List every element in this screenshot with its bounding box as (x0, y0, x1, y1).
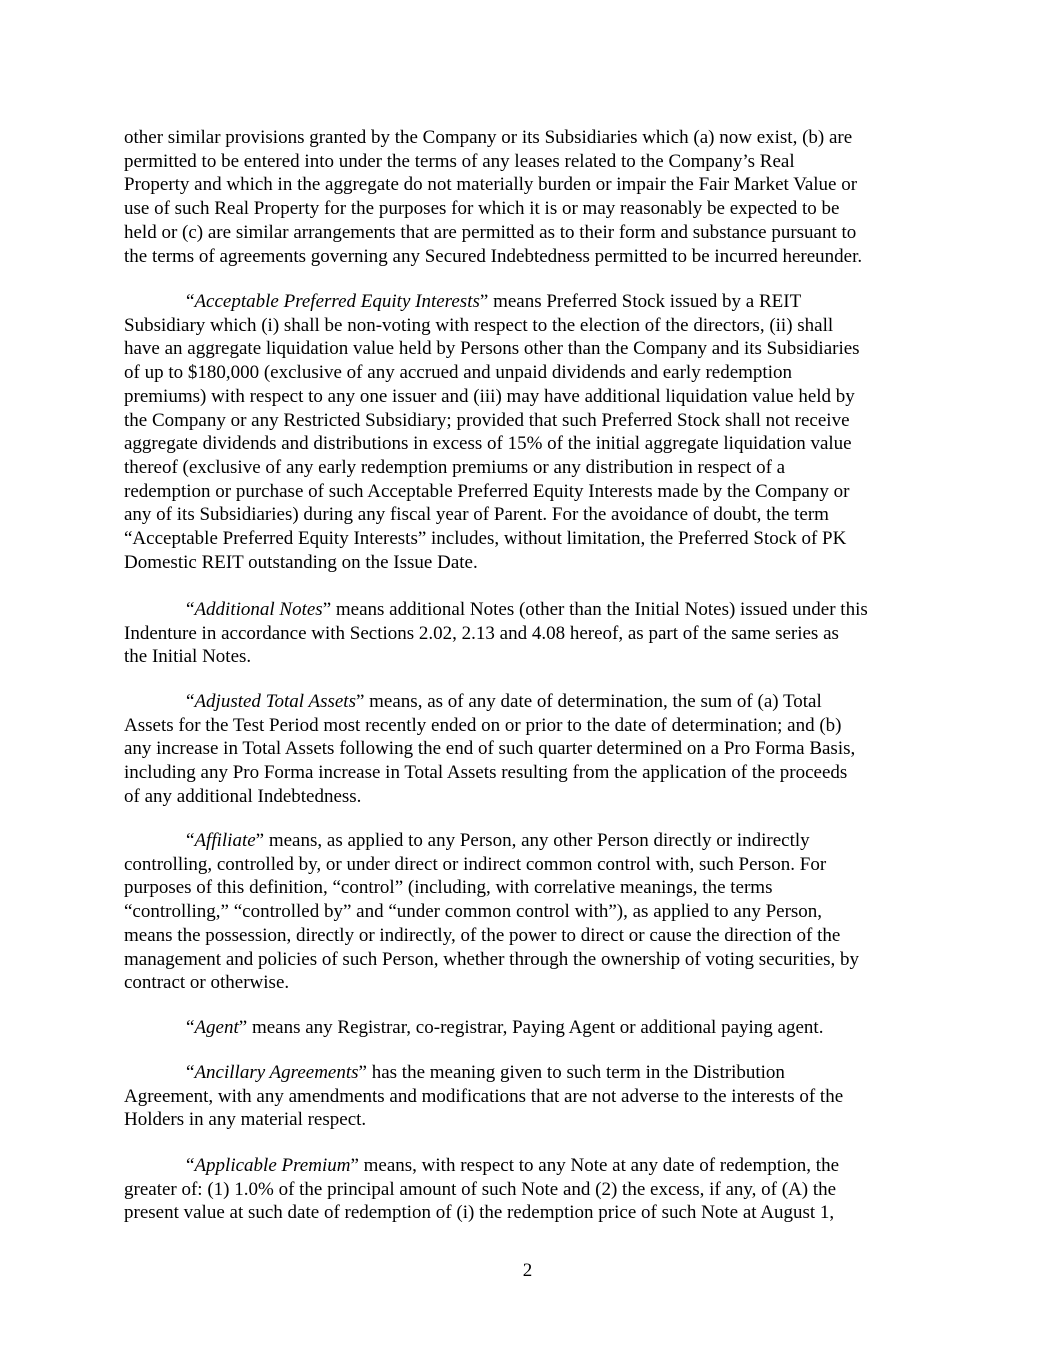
open-quote: “ (186, 291, 195, 312)
definition-additional-notes (124, 598, 930, 669)
definition-paragraph (124, 1016, 930, 1040)
definition-paragraph (124, 598, 930, 669)
definition-body: means, as applied to any Person, any other Person directly or indirectly controlling, controlled by, or under direct or indirect common control with, such Person. For purposes of this definition, “control” (including, with correlative meanings, the terms “controlling,” “controlled by” and “under common control with”), as applied to any Person, means the possession, directly or indirectly, of the power to direct or cause the direction of the management and policies of such Person, whether through the ownership of voting securities, by contract or otherwise. (124, 830, 860, 994)
definition-paragraph (124, 1154, 930, 1225)
definition-adjusted-total-assets (124, 690, 930, 809)
definition-body: means Preferred Stock issued by a REIT Subsidiary which (i) shall be non-voting with respect to the election of the directors, (ii) shall have an aggregate liquidation value held by Persons other than the Company and its Subsidiaries of up to $180,000 (exclusive of any accrued and unpaid dividends and early redemption premiums) with respect to any one issuer and (iii) may have additional liquidation value held by the Company or any Restricted Subsidiary; provided that such Preferred Stock shall not receive aggregate dividends and distributions in excess of 15% of the initial aggregate liquidation value thereof (exclusive of any early redemption premiums or any distribution in respect of a redemption or purchase of such Acceptable Preferred Equity Interests made by the Company or any of its Subsidiaries) during any fiscal year of Parent. For the avoidance of doubt, the term “Acceptable Preferred Equity Interests” includes, without limitation, the Preferred Stock of PK Domestic REIT outstanding on the Issue Date. (124, 291, 860, 573)
close-quote: ” (479, 291, 489, 312)
close-quote: ” (255, 830, 265, 851)
open-quote: “ (186, 599, 195, 620)
defined-term: Applicable Premium (194, 1155, 351, 1176)
definition-paragraph (124, 290, 930, 574)
close-quote: ” (322, 599, 332, 620)
defined-term: Adjusted Total Assets (194, 691, 356, 712)
defined-term: Affiliate (194, 830, 256, 851)
definition-paragraph (124, 1061, 930, 1132)
open-quote: “ (186, 1062, 195, 1083)
definition-paragraph (124, 829, 930, 995)
definition-acceptable-preferred-equity-interests (124, 290, 930, 574)
definition-body: has the meaning given to such term in the Distribution Agreement, with any amendments and modifications that are not adverse to the interests of the Holders in any material respect. (124, 1062, 844, 1131)
definition-applicable-premium (124, 1154, 930, 1225)
definition-ancillary-agreements (124, 1061, 930, 1132)
defined-term: Additional Notes (194, 599, 323, 620)
open-quote: “ (186, 1155, 195, 1176)
definition-body: means, as of any date of determination, the sum of (a) Total Assets for the Test Period most recently ended on or prior to the date of determination; and (b) any increase in Total Assets following the end of such quarter determined on a Pro Forma Basis, including any Pro Forma increase in Total Assets resulting from the application of the proceeds of any additional Indebtedness. (124, 691, 856, 807)
open-quote: “ (186, 691, 195, 712)
definition-agent (124, 1016, 930, 1040)
definition-body: means additional Notes (other than the Initial Notes) issued under this Indenture in accordance with Sections 2.02, 2.13 and 4.08 hereof, as part of the same series as the Initial Notes. (124, 599, 868, 668)
definition-body: means any Registrar, co-registrar, Paying Agent or additional paying agent. (247, 1017, 824, 1038)
open-quote: “ (186, 1017, 195, 1038)
paragraph-continuation (124, 126, 930, 268)
page-number: 2 (522, 1260, 533, 1281)
close-quote: ” (355, 691, 365, 712)
defined-term: Ancillary Agreements (194, 1062, 359, 1083)
close-quote: ” (350, 1155, 359, 1176)
close-quote: ” (358, 1062, 367, 1083)
paragraph-body: other similar provisions granted by the Company or its Subsidiaries which (a) now exist, (b) are permitted to be entered into under the terms of any leases related to the Company’s Real Property and which in the aggregate do not materially burden or impair the Fair Market Value or use of such Real Property for the purposes for which it is or may reasonably be expected to be held or (c) are similar arrangements that are permitted as to their form and substance pursuant to the terms of agreements governing any Secured Indebtedness permitted to be incurred hereunder. (124, 127, 863, 267)
close-quote: ” (238, 1017, 248, 1038)
definition-body: means, with respect to any Note at any date of redemption, the greater of: (1) 1.0% of the principal amount of such Note and (2) the excess, if any, of (A) the present value at such date of redemption of (i) the redemption price of such Note at August 1, (124, 1155, 840, 1224)
definition-paragraph (124, 690, 930, 809)
open-quote: “ (186, 830, 195, 851)
definition-affiliate (124, 829, 930, 995)
defined-term: Agent (194, 1017, 239, 1038)
defined-term: Acceptable Preferred Equity Interests (194, 291, 480, 312)
